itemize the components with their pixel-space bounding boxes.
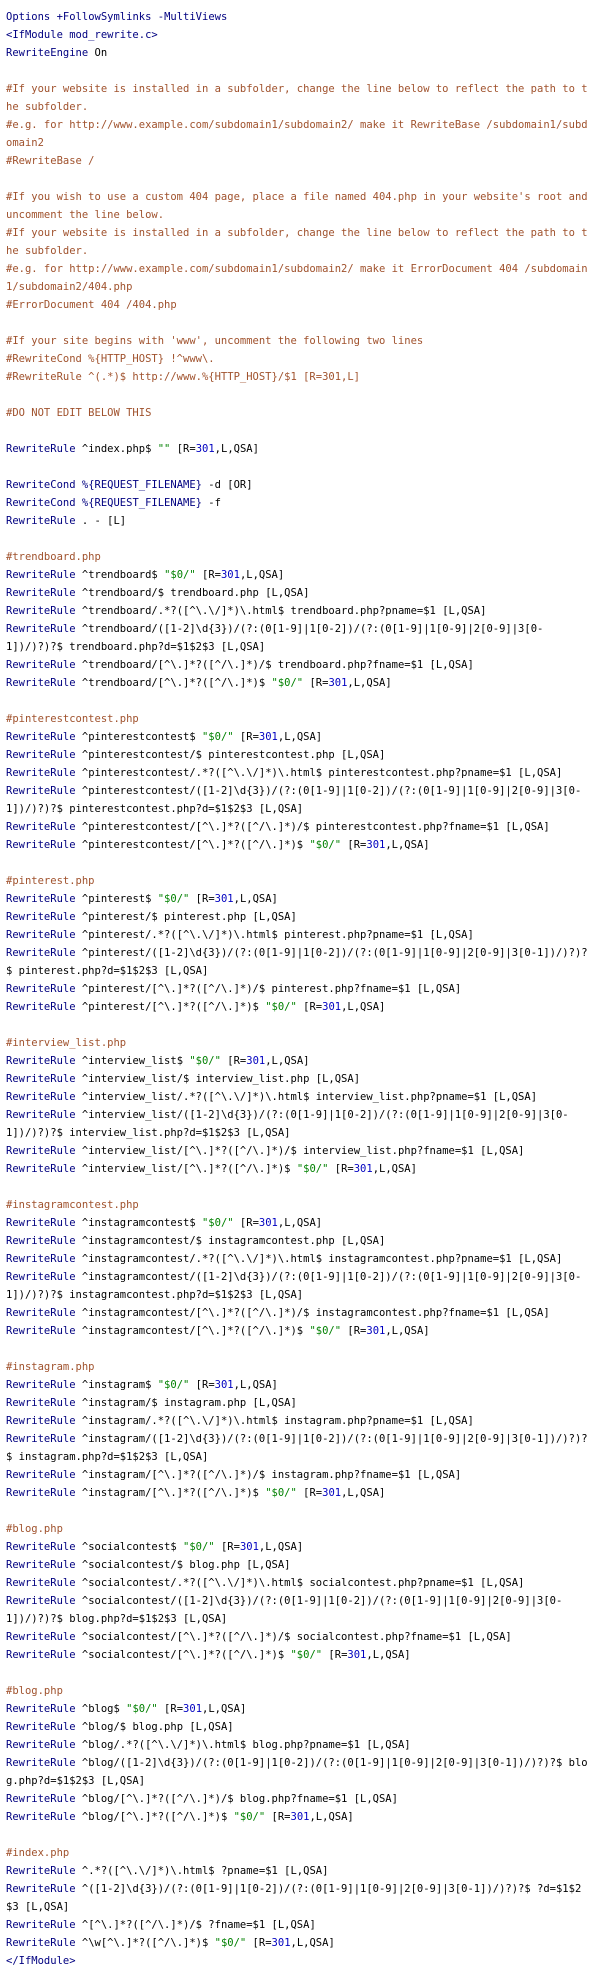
code-line: #If your site begins with 'www', uncomment the following two lines: [6, 335, 424, 347]
code-line: [6, 692, 592, 710]
code-line: RewriteRule ^socialcontest/[^\.]*?([^/\.]*)/$ socialcontest.php?fname=$1 [L,QSA]: [6, 1631, 512, 1643]
code-line: [6, 1016, 592, 1034]
code-line: RewriteRule ^pinterestcontest/[^\.]*?([^/\.]*)/$ pinterestcontest.php?fname=$1 [L,QSA]: [6, 821, 550, 833]
code-line: RewriteRule ^socialcontest/.*?([^\.\/]*)\.html$ socialcontest.php?pname=$1 [L,QSA]: [6, 1577, 525, 1589]
code-line: RewriteRule ^.*?([^\.\/]*)\.html$ ?pname=$1 [L,QSA]: [6, 1865, 329, 1877]
code-line: RewriteRule ^instagram/[^\.]*?([^/\.]*)/$ instagram.php?fname=$1 [L,QSA]: [6, 1469, 462, 1481]
code-line: RewriteRule ^interview_list$ "$0/" [R=301,L,QSA]: [6, 1055, 310, 1067]
code-line: #blog.php: [6, 1685, 63, 1697]
code-line: RewriteRule . - [L]: [6, 515, 127, 527]
code-line: #interview_list.php: [6, 1037, 127, 1049]
code-line: [6, 170, 592, 188]
code-line: RewriteRule ^trendboard/[^\.]*?([^/\.]*)/$ trendboard.php?fname=$1 [L,QSA]: [6, 659, 474, 671]
code-line: #RewriteCond %{HTTP_HOST} !^www\.: [6, 353, 215, 365]
code-line: RewriteRule ^trendboard/[^\.]*?([^/\.]*)$ "$0/" [R=301,L,QSA]: [6, 677, 392, 689]
code-line: RewriteRule ^instagram/$ instagram.php [L,QSA]: [6, 1397, 297, 1409]
code-line: RewriteRule ^pinterest/$ pinterest.php [L,QSA]: [6, 911, 297, 923]
code-line: #trendboard.php: [6, 551, 101, 563]
code-line: #index.php: [6, 1847, 70, 1859]
code-line: [6, 1178, 592, 1196]
code-line: RewriteRule ^socialcontest/$ blog.php [L,QSA]: [6, 1559, 291, 1571]
code-line: Options +FollowSymlinks -MultiViews: [6, 11, 228, 23]
code-line: [6, 386, 592, 404]
code-line: RewriteRule ^socialcontest/([1-2]\d{3})/(?:(0[1-9]|1[0-2])/(?:(0[1-9]|1[0-9]|2[0-9]|3[0-1])/)?)?$ blog.php?d=$1$2$3 [L,QSA]: [6, 1595, 563, 1625]
code-line: RewriteEngine On: [6, 47, 108, 59]
code-line: [6, 1502, 592, 1520]
code-line: </IfModule>: [6, 1955, 76, 1967]
code-line: [6, 1826, 592, 1844]
code-line: RewriteRule ^socialcontest$ "$0/" [R=301,L,QSA]: [6, 1541, 304, 1553]
code-line: RewriteRule ^pinterest/[^\.]*?([^/\.]*)/$ pinterest.php?fname=$1 [L,QSA]: [6, 983, 462, 995]
code-line: RewriteRule ^instagramcontest$ "$0/" [R=301,L,QSA]: [6, 1217, 323, 1229]
code-line: RewriteRule ^blog$ "$0/" [R=301,L,QSA]: [6, 1703, 247, 1715]
code-line: RewriteRule ^instagramcontest/[^\.]*?([^/\.]*)/$ instagramcontest.php?fname=$1 [L,QSA]: [6, 1307, 550, 1319]
code-line: RewriteRule ^pinterest$ "$0/" [R=301,L,QSA]: [6, 893, 278, 905]
code-line: #If you wish to use a custom 404 page, place a file named 404.php in your website's root and uncomment the line below.: [6, 191, 594, 221]
code-line: RewriteRule ^pinterestcontest$ "$0/" [R=301,L,QSA]: [6, 731, 323, 743]
code-line: [6, 530, 592, 548]
code-line: RewriteRule ^trendboard$ "$0/" [R=301,L,QSA]: [6, 569, 285, 581]
code-line: RewriteRule ^pinterest/[^\.]*?([^/\.]*)$ "$0/" [R=301,L,QSA]: [6, 1001, 386, 1013]
code-line: RewriteRule ^trendboard/([1-2]\d{3})/(?:(0[1-9]|1[0-2])/(?:(0[1-9]|1[0-9]|2[0-9]|3[0-1])/)?)?$ trendboard.php?d=$1$2$3 [L,QSA]: [6, 623, 544, 653]
code-line: RewriteRule ^pinterestcontest/[^\.]*?([^/\.]*)$ "$0/" [R=301,L,QSA]: [6, 839, 430, 851]
code-line: RewriteRule ^interview_list/[^\.]*?([^/\.]*)/$ interview_list.php?fname=$1 [L,QSA]: [6, 1145, 525, 1157]
code-line: RewriteRule ^blog/[^\.]*?([^/\.]*)$ "$0/" [R=301,L,QSA]: [6, 1811, 354, 1823]
code-line: RewriteRule ^instagram$ "$0/" [R=301,L,QSA]: [6, 1379, 278, 1391]
code-line: [6, 854, 592, 872]
code-line: RewriteCond %{REQUEST_FILENAME} -f: [6, 497, 221, 509]
code-line: RewriteRule ^blog/.*?([^\.\/]*)\.html$ blog.php?pname=$1 [L,QSA]: [6, 1739, 411, 1751]
code-line: <IfModule mod_rewrite.c>: [6, 29, 158, 41]
code-line: #instagramcontest.php: [6, 1199, 139, 1211]
code-line: RewriteRule ^([1-2]\d{3})/(?:(0[1-9]|1[0-2])/(?:(0[1-9]|1[0-9]|2[0-9]|3[0-1])/)?)?$ ?d=$1$2$3 [L,QSA]: [6, 1883, 582, 1913]
code-line: RewriteRule ^trendboard/.*?([^\.\/]*)\.html$ trendboard.php?pname=$1 [L,QSA]: [6, 605, 487, 617]
code-line: RewriteRule ^[^\.]*?([^/\.]*)/$ ?fname=$1 [L,QSA]: [6, 1919, 316, 1931]
code-line: [6, 458, 592, 476]
code-line: #e.g. for http://www.example.com/subdomain1/subdomain2/ make it ErrorDocument 404 /subdomain1/subdomain2/404.php: [6, 263, 588, 293]
code-line: RewriteRule ^index.php$ "" [R=301,L,QSA]: [6, 443, 259, 455]
code-line: RewriteRule ^interview_list/$ interview_list.php [L,QSA]: [6, 1073, 361, 1085]
code-line: RewriteRule ^pinterest/.*?([^\.\/]*)\.html$ pinterest.php?pname=$1 [L,QSA]: [6, 929, 474, 941]
code-line: RewriteRule ^instagram/([1-2]\d{3})/(?:(0[1-9]|1[0-2])/(?:(0[1-9]|1[0-9]|2[0-9]|3[0-1])/)?)?$ instagram.php?d=$1$2$3 [L,QSA]: [6, 1433, 588, 1463]
code-line: RewriteRule ^\w[^\.]*?([^/\.]*)$ "$0/" [R=301,L,QSA]: [6, 1937, 335, 1949]
code-line: #blog.php: [6, 1523, 63, 1535]
code-line: RewriteRule ^blog/[^\.]*?([^/\.]*)/$ blog.php?fname=$1 [L,QSA]: [6, 1793, 398, 1805]
code-line: #pinterestcontest.php: [6, 713, 139, 725]
code-line: RewriteRule ^blog/$ blog.php [L,QSA]: [6, 1721, 234, 1733]
code-line: RewriteRule ^interview_list/([1-2]\d{3})/(?:(0[1-9]|1[0-2])/(?:(0[1-9]|1[0-9]|2[0-9]|3[0-1])/)?)?$ interview_list.php?d=$1$2$3 [L,QSA]: [6, 1109, 569, 1139]
code-line: RewriteRule ^instagram/[^\.]*?([^/\.]*)$ "$0/" [R=301,L,QSA]: [6, 1487, 386, 1499]
code-line: RewriteRule ^instagramcontest/[^\.]*?([^/\.]*)$ "$0/" [R=301,L,QSA]: [6, 1325, 430, 1337]
code-line: RewriteRule ^pinterest/([1-2]\d{3})/(?:(0[1-9]|1[0-2])/(?:(0[1-9]|1[0-9]|2[0-9]|3[0-1])/)?)?$ pinterest.php?d=$1$2$3 [L,QSA]: [6, 947, 588, 977]
code-line: RewriteRule ^instagram/.*?([^\.\/]*)\.html$ instagram.php?pname=$1 [L,QSA]: [6, 1415, 474, 1427]
code-line: RewriteRule ^pinterestcontest/([1-2]\d{3})/(?:(0[1-9]|1[0-2])/(?:(0[1-9]|1[0-9]|2[0-9]|3[0-1])/)?)?$ pinterestcontest.php?d=$1$2$3 [L,QSA]: [6, 785, 582, 815]
code-line: #DO NOT EDIT BELOW THIS: [6, 407, 152, 419]
code-line: #instagram.php: [6, 1361, 95, 1373]
code-line: #If your website is installed in a subfolder, change the line below to reflect the path to the subfolder.: [6, 83, 588, 113]
code-line: #e.g. for http://www.example.com/subdomain1/subdomain2/ make it RewriteBase /subdomain1/subdomain2: [6, 119, 588, 149]
code-line: RewriteRule ^interview_list/[^\.]*?([^/\.]*)$ "$0/" [R=301,L,QSA]: [6, 1163, 417, 1175]
code-line: RewriteRule ^socialcontest/[^\.]*?([^/\.]*)$ "$0/" [R=301,L,QSA]: [6, 1649, 411, 1661]
code-line: #If your website is installed in a subfolder, change the line below to reflect the path to the subfolder.: [6, 227, 588, 257]
code-line: RewriteCond %{REQUEST_FILENAME} -d [OR]: [6, 479, 253, 491]
code-line: RewriteRule ^interview_list/.*?([^\.\/]*)\.html$ interview_list.php?pname=$1 [L,QSA]: [6, 1091, 538, 1103]
code-line: [6, 1664, 592, 1682]
code-line: #ErrorDocument 404 /404.php: [6, 299, 177, 311]
code-line: [6, 1340, 592, 1358]
code-line: RewriteRule ^pinterestcontest/.*?([^\.\/]*)\.html$ pinterestcontest.php?pname=$1 [L,QSA]: [6, 767, 563, 779]
code-line: #RewriteRule ^(.*)$ http://www.%{HTTP_HOST}/$1 [R=301,L]: [6, 371, 361, 383]
code-line: [6, 422, 592, 440]
code-line: RewriteRule ^instagramcontest/$ instagramcontest.php [L,QSA]: [6, 1235, 386, 1247]
code-line: #pinterest.php: [6, 875, 95, 887]
code-line: [6, 314, 592, 332]
code-line: RewriteRule ^instagramcontest/([1-2]\d{3})/(?:(0[1-9]|1[0-2])/(?:(0[1-9]|1[0-9]|2[0-9]|3[0-1])/)?)?$ instagramcontest.php?d=$1$2$3 [L,QSA]: [6, 1271, 582, 1301]
code-line: RewriteRule ^pinterestcontest/$ pinterestcontest.php [L,QSA]: [6, 749, 386, 761]
code-line: [6, 62, 592, 80]
code-line: #RewriteBase /: [6, 155, 95, 167]
code-line: RewriteRule ^trendboard/$ trendboard.php [L,QSA]: [6, 587, 310, 599]
code-line: RewriteRule ^blog/([1-2]\d{3})/(?:(0[1-9]|1[0-2])/(?:(0[1-9]|1[0-9]|2[0-9]|3[0-1])/)?)?$ blog.php?d=$1$2$3 [L,QSA]: [6, 1757, 588, 1787]
code-line: RewriteRule ^instagramcontest/.*?([^\.\/]*)\.html$ instagramcontest.php?pname=$1 [L,QSA]: [6, 1253, 563, 1265]
